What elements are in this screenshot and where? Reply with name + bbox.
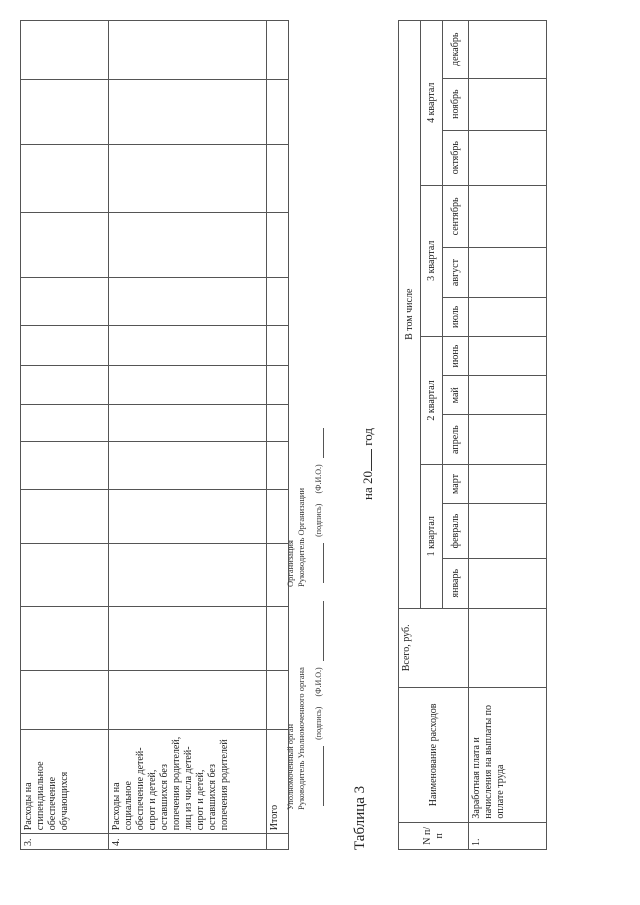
organization-signature-block	[285, 407, 324, 587]
monthly-expenses-table	[398, 20, 547, 850]
header-month: сентябрь	[443, 185, 469, 248]
year-line	[360, 428, 376, 500]
header-month: ноябрь	[443, 78, 469, 130]
table-row	[21, 21, 109, 850]
header-month: февраль	[443, 504, 469, 559]
row-name: Заработная плата и начисления на выплаты по оплате труда	[469, 688, 547, 822]
header-month: январь	[443, 558, 469, 608]
header-quarter-1: 1 квартал	[421, 464, 443, 608]
header-quarter-4: 4 квартал	[421, 21, 443, 186]
row-number: 1.	[469, 822, 547, 849]
row-name: Итого	[267, 729, 289, 834]
authority-signature-block	[285, 640, 324, 810]
row-number: 4.	[109, 834, 267, 850]
table-title: Таблица 3	[352, 785, 368, 850]
organization-head-label: Руководитель Организации	[296, 487, 306, 587]
authority-sign-caption: (подпись)	[314, 706, 323, 740]
organization-fio-caption: (Ф.И.О.)	[314, 464, 323, 494]
header-month: июль	[443, 297, 469, 336]
organization-label: Организация	[285, 540, 295, 587]
header-month: август	[443, 248, 469, 298]
header-quarter-2: 2 квартал	[421, 337, 443, 465]
authority-label: Уполномоченный орган	[285, 723, 295, 810]
header-month: июнь	[443, 337, 469, 376]
row-name: Расходы на социальное обеспечение детей-сирот и детей, оставшихся без попечения родителей, лиц из числа детей-сирот и детей, оставшихся без попечения родителей	[109, 729, 267, 834]
organization-sign-caption: (подпись)	[314, 503, 323, 537]
row-name: Расходы на стипендиальное обеспечение обучающихся	[21, 729, 109, 834]
header-including: В том числе	[399, 21, 421, 609]
header-month: апрель	[443, 415, 469, 465]
year-suffix: год	[360, 428, 375, 446]
table-row	[109, 21, 267, 850]
header-num: N п/п	[399, 822, 469, 849]
authority-fio-caption: (Ф.И.О.)	[314, 667, 323, 697]
header-total: Всего, руб.	[399, 608, 469, 688]
expenses-table-continuation	[20, 20, 289, 850]
year-prefix: на 20	[360, 471, 375, 500]
header-name: Наименование расходов	[399, 688, 469, 822]
header-month: декабрь	[443, 21, 469, 79]
header-month: октябрь	[443, 130, 469, 185]
row-number	[267, 834, 289, 850]
header-month: май	[443, 376, 469, 415]
authority-head-label: Руководитель Уполномоченного органа	[296, 667, 306, 810]
header-quarter-3: 3 квартал	[421, 185, 443, 336]
table-row	[469, 21, 547, 850]
header-month: март	[443, 464, 469, 503]
row-number: 3.	[21, 834, 109, 850]
